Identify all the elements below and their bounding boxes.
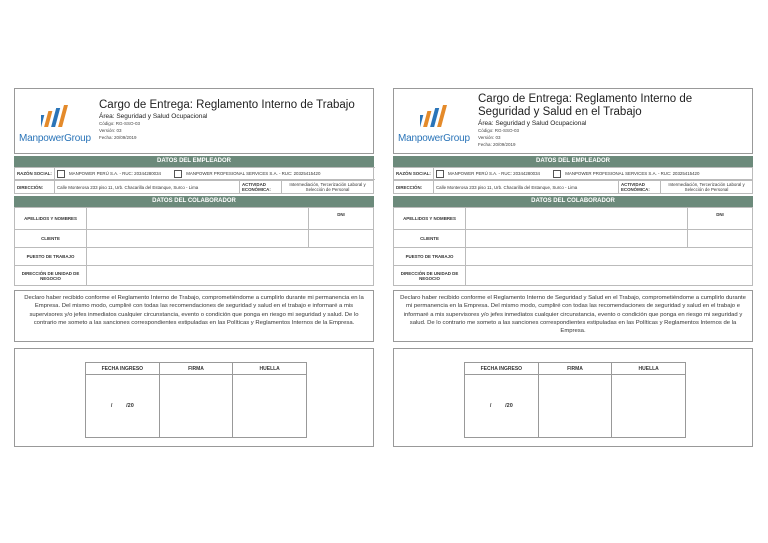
date-slash: /: [110, 403, 113, 409]
declaration-text: Declaro haber recibido conforme el Reglamento Interno de Trabajo, comprometiéndome a cumplirlo durante mi permanencia en la Empresa. Del mismo modo, cumpliré con todas las recomendaciones de seguridad y salud en el trabajo e informaré a mis supervisores y/o jefes inmediatos cualquier circunstancia, evento o condición que ponga en riesgo mi seguridad y salud. De lo contrario me someto a las sanciones correspondientes estipuladas en las Políticas y Reglamentos Internos de la Empresa.: [14, 290, 374, 342]
logo-wordmark: ManpowerGroup: [19, 133, 91, 144]
logo-wordmark: ManpowerGroup: [398, 133, 470, 144]
employer-table: [14, 167, 374, 180]
apellidos-field[interactable]: [466, 208, 688, 230]
fecha-ingreso-field[interactable]: [86, 375, 160, 438]
actividad-value: Intermediación, Tercerización Laboral y Selección de Personal: [282, 181, 374, 194]
employer-section-header: DATOS DEL EMPLEADOR: [393, 156, 753, 167]
date-year: /20: [505, 403, 513, 409]
razon-option2-checkbox[interactable]: [553, 170, 561, 178]
document-title: Cargo de Entrega: Reglamento Interno de Seguridad y Salud en el Trabajo: [478, 93, 693, 118]
dni-field[interactable]: [688, 230, 753, 248]
area-label: Área: Seguridad y Salud Ocupacional: [99, 113, 208, 120]
employer-table: [393, 167, 753, 180]
unidad-field[interactable]: [466, 266, 753, 286]
huella-field[interactable]: [612, 375, 686, 438]
codigo-label: Código: RG-SSO-03: [478, 128, 520, 133]
address-table: [393, 180, 753, 194]
firma-label: FIRMA: [538, 363, 612, 375]
signature-table: [464, 362, 686, 438]
direccion-label: DIRECCIÓN:: [15, 181, 55, 194]
puesto-label: PUESTO DE TRABAJO: [394, 248, 466, 266]
razon-social-label: RAZÓN SOCIAL:: [15, 168, 55, 180]
date-year: /20: [126, 403, 134, 409]
form-reglamento-trabajo: [14, 88, 374, 447]
razon-option2-label: MANPOWER PROFESIONAL SERVICES S.A. - RUC: 20325415420: [565, 170, 700, 176]
fecha-ingreso-label: FECHA INGRESO: [86, 363, 160, 375]
fecha-label: Fecha: 20/09/2019: [99, 135, 137, 140]
actividad-label: ACTIVIDAD ECONÓMICA:: [240, 181, 282, 194]
logo-bars-icon: [420, 105, 450, 129]
razon-option1-label: MANPOWER PERÚ S.A. - RUC: 20344280034: [448, 170, 540, 176]
firma-field[interactable]: [159, 375, 233, 438]
cliente-field[interactable]: [87, 230, 309, 248]
signature-table: [85, 362, 307, 438]
puesto-label: PUESTO DE TRABAJO: [15, 248, 87, 266]
fecha-label: Fecha: 20/09/2019: [478, 142, 516, 147]
document-title: Cargo de Entrega: Reglamento Interno de Trabajo: [99, 99, 355, 111]
form-header: [14, 88, 374, 154]
manpowergroup-logo: [19, 105, 95, 145]
huella-label: HUELLA: [612, 363, 686, 375]
direccion-value: Calle Monterosa 233 piso 11, Urb. Chacarilla del Estanque, Surco - Lima: [434, 181, 619, 194]
address-table: [14, 180, 374, 194]
actividad-label: ACTIVIDAD ECONÓMICA:: [619, 181, 661, 194]
collaborator-table: [393, 207, 753, 286]
codigo-label: Código: RG-SSO-03: [99, 121, 141, 126]
signature-section: [14, 348, 374, 447]
dni-field[interactable]: [309, 230, 374, 248]
version-label: Versión: 03: [478, 135, 501, 140]
fecha-ingreso-label: FECHA INGRESO: [465, 363, 539, 375]
razon-social-label: RAZÓN SOCIAL:: [394, 168, 434, 180]
cliente-label: CLIENTE: [15, 230, 87, 248]
cliente-field[interactable]: [466, 230, 688, 248]
form-header: [393, 88, 753, 154]
direccion-value: Calle Monterosa 233 piso 11, Urb. Chacarilla del Estanque, Surco - Lima: [55, 181, 240, 194]
apellidos-label: APELLIDOS Y NOMBRES: [15, 208, 87, 230]
razon-option2-checkbox[interactable]: [174, 170, 182, 178]
firma-field[interactable]: [538, 375, 612, 438]
signature-section: [393, 348, 753, 447]
direccion-label: DIRECCIÓN:: [394, 181, 434, 194]
fecha-ingreso-field[interactable]: [465, 375, 539, 438]
razon-option1-checkbox[interactable]: [57, 170, 65, 178]
collaborator-section-header: DATOS DEL COLABORADOR: [393, 196, 753, 207]
apellidos-field[interactable]: [87, 208, 309, 230]
puesto-field[interactable]: [466, 248, 753, 266]
cliente-label: CLIENTE: [394, 230, 466, 248]
collaborator-table: [14, 207, 374, 286]
unidad-label: DIRECCIÓN DE UNIDAD DE NEGOCIO: [394, 266, 466, 286]
version-label: Versión: 03: [99, 128, 122, 133]
collaborator-section-header: DATOS DEL COLABORADOR: [14, 196, 374, 207]
employer-section-header: DATOS DEL EMPLEADOR: [14, 156, 374, 167]
actividad-value: Intermediación, Tercerización Laboral y Selección de Personal: [661, 181, 753, 194]
manpowergroup-logo: [398, 105, 474, 145]
huella-label: HUELLA: [233, 363, 307, 375]
razon-option1-checkbox[interactable]: [436, 170, 444, 178]
huella-field[interactable]: [233, 375, 307, 438]
area-label: Área: Seguridad y Salud Ocupacional: [478, 120, 587, 127]
apellidos-label: APELLIDOS Y NOMBRES: [394, 208, 466, 230]
declaration-text: Declaro haber recibido conforme el Reglamento Interno de Seguridad y Salud en el Trabajo, comprometiéndome a cumplirlo durante mi permanencia en la Empresa. Del mismo modo, cumpliré con todas las recomendaciones de seguridad y salud en el trabajo e informaré a mis supervisores y/o jefes inmediatos cualquier circunstancia, evento o condición que ponga en riesgo mi seguridad y salud. De lo contrario me someto a las sanciones correspondientes estipuladas en las Políticas y Reglamentos Internos de la Empresa.: [393, 290, 753, 342]
dni-label: DNI: [688, 208, 753, 230]
form-reglamento-sst: [393, 88, 753, 447]
unidad-field[interactable]: [87, 266, 374, 286]
dni-label: DNI: [309, 208, 374, 230]
logo-bars-icon: [41, 105, 71, 129]
unidad-label: DIRECCIÓN DE UNIDAD DE NEGOCIO: [15, 266, 87, 286]
firma-label: FIRMA: [159, 363, 233, 375]
razon-option2-label: MANPOWER PROFESIONAL SERVICES S.A. - RUC: 20325415420: [186, 170, 321, 176]
date-slash: /: [489, 403, 492, 409]
puesto-field[interactable]: [87, 248, 374, 266]
razon-option1-label: MANPOWER PERÚ S.A. - RUC: 20344280034: [69, 170, 161, 176]
